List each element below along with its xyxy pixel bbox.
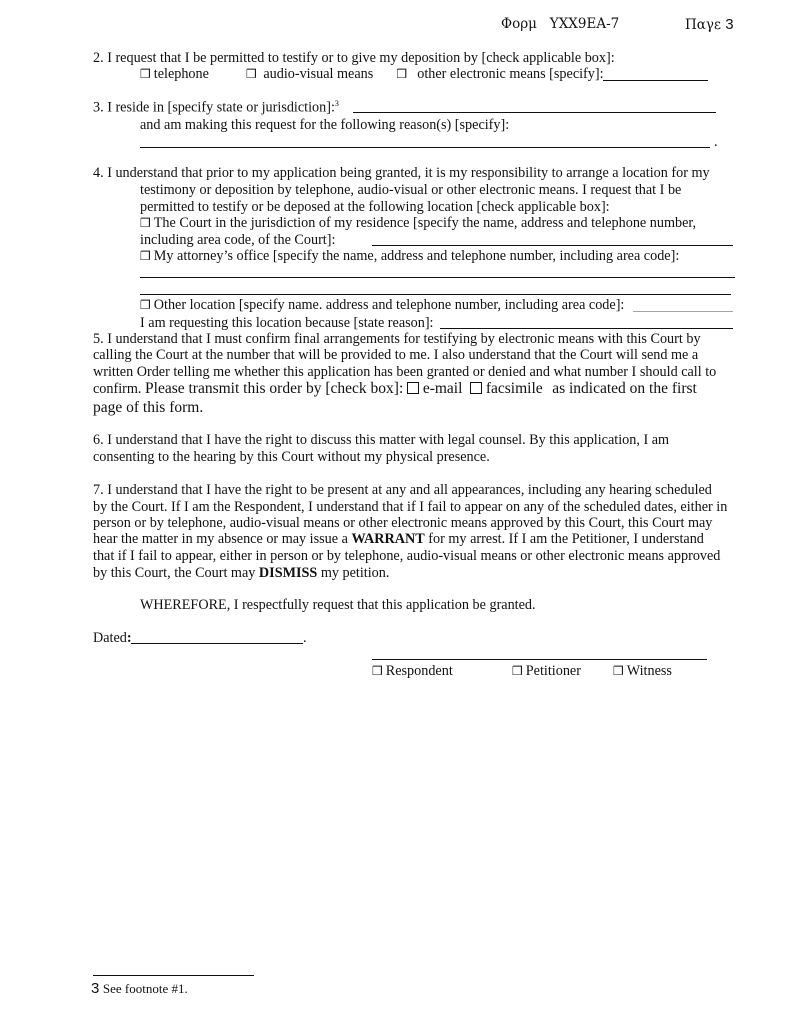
signature-line[interactable] [372,659,707,660]
item4-line1: 4. I understand that prior to my application being granted, it is my responsibility to arrange a location for my [93,165,710,181]
court-line2: including area code, of the Court]: [140,232,336,248]
item7-line1: 7. I understand that I have the right to be present at any and all appearances, including any hearing scheduled [93,482,712,498]
item5-indicated: as indicated on the first [552,380,697,397]
jurisdiction-field[interactable] [353,112,716,113]
page-number: 3 [725,16,734,33]
item5-line5: page of this form. [93,399,204,416]
other-electronic-label: other electronic means [specify]: [417,66,604,82]
item7-line4-start: hear the matter in my absence or may issue a [93,531,348,547]
form-number: YXX9EA-7 [549,16,620,32]
witness-label: Witness [626,663,672,679]
av-checkbox[interactable] [246,66,373,82]
date-field[interactable] [131,643,303,644]
av-label: audio-visual means [263,66,374,82]
item5-confirm: confirm. [93,381,142,397]
petitioner-checkbox[interactable] [512,663,581,680]
fax-checkbox[interactable] [466,380,543,397]
checkbox-icon: ❒ [396,67,408,81]
email-label: e-mail [422,380,463,397]
item7-line6 [93,565,389,582]
telephone-checkbox[interactable] [140,66,209,82]
reason-end-period: . [714,134,718,150]
checkbox-icon: ❒ [140,249,151,263]
checkbox-icon: ❒ [246,67,257,81]
checkbox-icon: ❒ [613,664,624,678]
checkbox-icon [407,382,419,394]
item7-line6-end: my petition. [320,565,390,581]
item7-line2: by the Court. If I am the Respondent, I understand that if I fail to appear on any of the scheduled dates, either in [93,499,728,515]
checkbox-icon: ❒ [372,664,383,678]
reason-field[interactable] [140,147,710,148]
respondent-label: Respondent [385,663,453,679]
item7-line6-start: by this Court, the Court may [93,565,256,581]
attorney-field-1[interactable] [140,277,735,278]
telephone-label: telephone [153,66,209,82]
item5-line4 [93,380,697,398]
footnote-separator [93,975,254,976]
respondent-checkbox[interactable] [372,663,453,680]
dated-text: Dated [93,630,127,646]
dated-label [93,630,132,647]
form-label [501,16,619,32]
item3-text [93,99,339,117]
item4-line2: testimony or deposition by telephone, audio-visual or other electronic means. I request that I be [140,182,682,198]
item3-label: 3. I reside in [specify state or jurisdiction]: [93,99,335,116]
item7-line4-end: for my arrest. If I am the Petitioner, I understand [428,531,704,547]
other-location-field[interactable] [633,311,733,312]
warrant-text: WARRANT [351,531,425,547]
footnote-ref: 3 [334,99,339,108]
item3-reason-label: and am making this request for the following reason(s) [specify]: [140,117,510,133]
location-reason-label: I am requesting this location because [state reason]: [140,315,434,331]
item5-line2: calling the Court at the number that will be provided to me. I also understand that the Court will send me a [93,347,699,363]
item7-line5: that if I fail to appear, either in person or by telephone, audio-visual means or other electronic means approved [93,548,721,564]
item5-transmit: Please transmit this order by [check box]: [145,380,404,397]
court-label: The Court in the jurisdiction of my residence [specify the name, address and telephone number, [153,215,697,231]
page-indicator [685,16,734,33]
checkbox-icon: ❒ [512,664,523,678]
petitioner-label: Petitioner [525,663,581,679]
checkbox-icon: ❒ [140,67,151,81]
other-electronic-field[interactable] [603,80,708,81]
item7-line4 [93,531,704,548]
attorney-label: My attorney’s office [specify the name, address and telephone number, including area code]: [153,248,680,264]
checkbox-icon [470,382,482,394]
court-field[interactable] [372,245,733,246]
item6-line2: consenting to the hearing by this Court without my physical presence. [93,449,490,465]
court-option[interactable] [140,215,696,232]
wherefore-text: WHEREFORE, I respectfully request that this application be granted. [140,597,536,613]
item2-text: 2. I request that I be permitted to testify or to give my deposition by [check applicable box]: [93,50,615,66]
location-reason-field[interactable] [440,328,733,329]
checkbox-icon: ❒ [140,216,151,230]
page-label: Παγε [685,17,721,33]
other-location-label: Other location [specify name. address and telephone number, including area code]: [153,297,625,313]
checkbox-icon: ❒ [140,298,151,312]
attorney-field-2[interactable] [140,294,731,295]
fax-label: facsimile [485,380,543,397]
item7-line3: person or by telephone, audio-visual means or other electronic means approved by this Court, this Court may [93,515,713,531]
attorney-option[interactable] [140,248,679,265]
dated-colon: : [126,630,132,646]
item2-options [140,66,604,83]
footnote-number: 3 [91,980,100,997]
dated-end: . [303,630,307,646]
email-checkbox[interactable] [407,380,463,397]
witness-checkbox[interactable] [613,663,672,680]
footnote-text: See footnote #1. [102,981,188,996]
item6-line1: 6. I understand that I have the right to discuss this matter with legal counsel. By this application, I am [93,432,670,448]
form-label-text: Φορμ [501,16,537,32]
dismiss-text: DISMISS [258,565,318,581]
other-location-option[interactable] [140,297,624,314]
item5-line1: 5. I understand that I must confirm final arrangements for testifying by electronic means with this Court by [93,331,701,347]
other-electronic-checkbox[interactable] [396,66,603,82]
item4-line3: permitted to testify or be deposed at the following location [check applicable box]: [140,199,610,215]
item5-line3: written Order telling me whether this application has been granted or denied and what number I should call to [93,364,717,380]
footnote [91,980,188,998]
